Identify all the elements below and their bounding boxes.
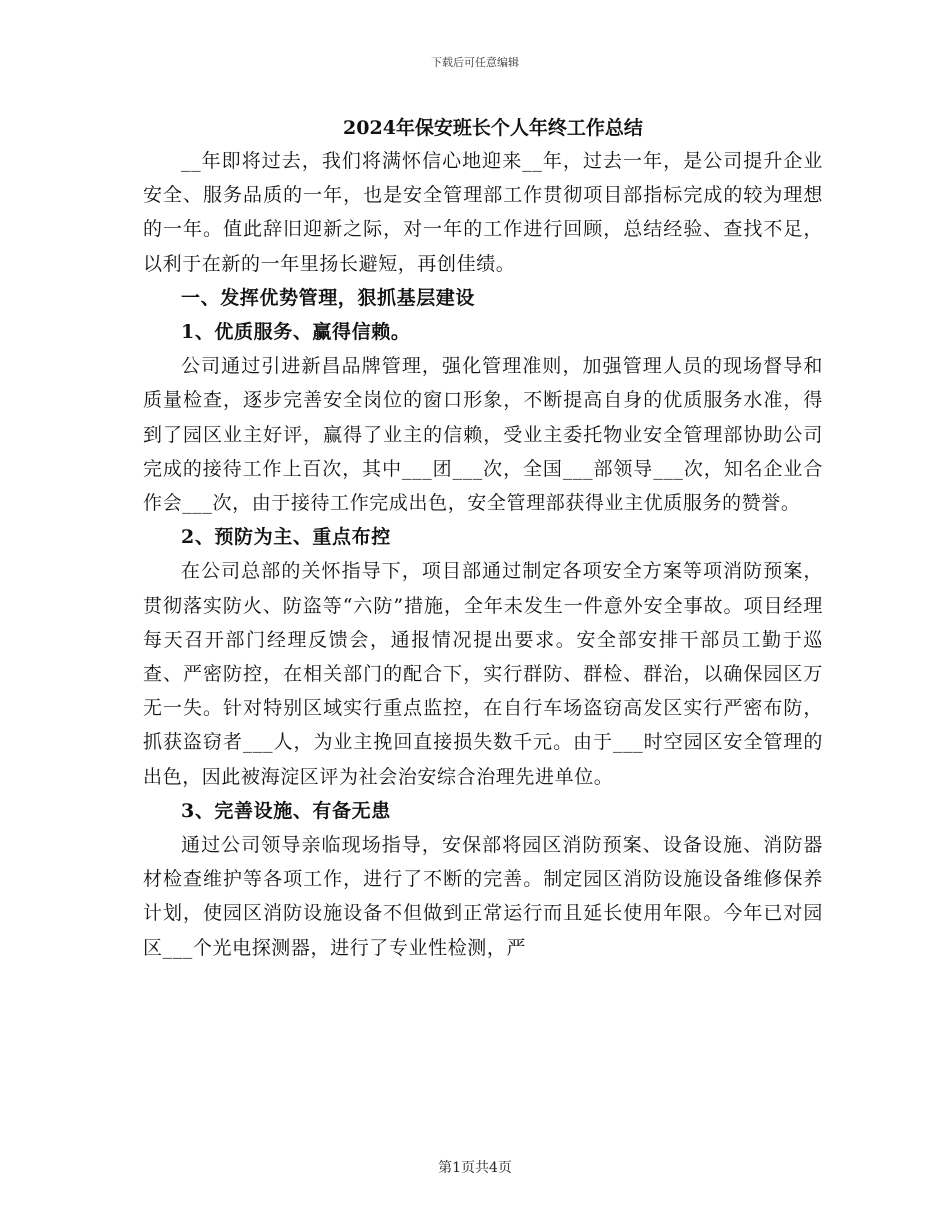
item-heading-3: 3、完善设施、有备无患 bbox=[181, 799, 391, 822]
page-footer: 第1页共4页 bbox=[438, 1160, 512, 1176]
item-paragraph-3: 通过公司领导亲临现场指导，安保部将园区消防预案、设备设施、消防器材检查维护等各项工作，进行了不断的完善。制定园区消防设施设备维修保养计划，使园区消防设施设备不但做到正常运行而且延长使用年限。今年已对园区___个光电探测器，进行了专业性检测，严 bbox=[143, 834, 823, 959]
item-paragraph-2: 在公司总部的关怀指导下，项目部通过制定各项安全方案等项消防预案，贯彻落实防火、防盗等“六防”措施，全年未发生一件意外安全事故。项目经理每天召开部门经理反馈会，通报情况提出要求。安全部安排干部员工勤于巡查、严密防控，在相关部门的配合下，实行群防、群检、群治，以确保园区万无一失。针对特别区域实行重点监控，在自行车场盗窃高发区实行严密布防，抓获盗窃者___人，为业主挽回直接损失数千元。由于___时空园区安全管理的出色，因此被海淀区评为社会治安综合治理先进单位。 bbox=[143, 560, 823, 788]
item-heading-2: 2、预防为主、重点布控 bbox=[181, 526, 391, 549]
section-heading-1: 一、发挥优势管理，狠抓基层建设 bbox=[181, 286, 476, 309]
item-paragraph-1: 公司通过引进新昌品牌管理，强化管理准则，加强管理人员的现场督导和质量检查，逐步完善安全岗位的窗口形象，不断提高自身的优质服务水准，得到了园区业主好评，赢得了业主的信赖，受业主委托物业安全管理部协助公司完成的接待工作上百次，其中___团___次，全国___部领导___次，知名企业合作会___次，由于接待工作完成出色，安全管理部获得业主优质服务的赞誉。 bbox=[143, 355, 823, 515]
header-note: 下载后可任意编辑 bbox=[431, 56, 519, 69]
intro-paragraph: __年即将过去，我们将满怀信心地迎来__年，过去一年，是公司提升企业安全、服务品质的一年，也是安全管理部工作贯彻项目部指标完成的较为理想的一年。值此辞旧迎新之际，对一年的工作进行回顾，总结经验、查找不足，以利于在新的一年里扬长避短，再创佳绩。 bbox=[143, 150, 823, 275]
document-body bbox=[143, 112, 823, 965]
item-heading-1: 1、优质服务、赢得信赖。 bbox=[181, 321, 411, 344]
document-title: 2024年保安班长个人年终工作总结 bbox=[343, 117, 643, 139]
